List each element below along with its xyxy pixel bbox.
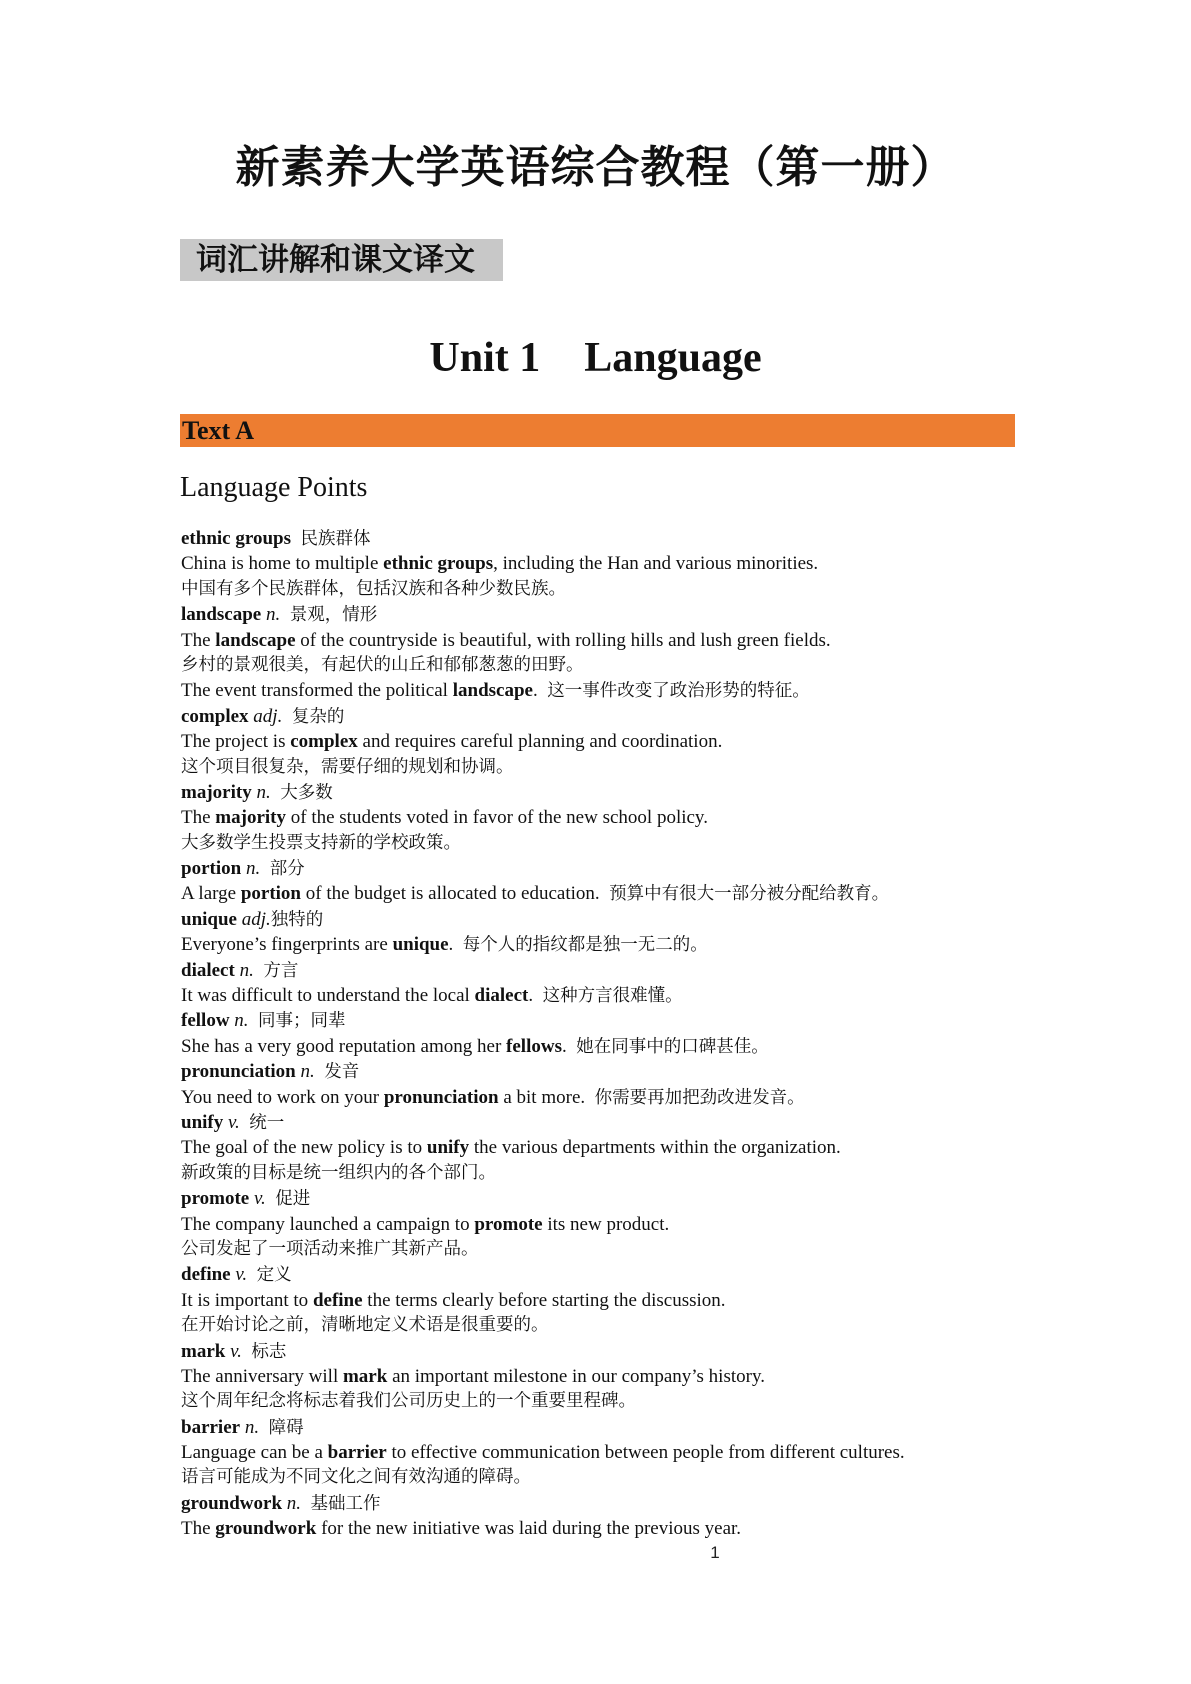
headword: landscape [181, 604, 262, 626]
part-of-speech: v. [230, 1340, 242, 1362]
entry-headword-line [181, 958, 1021, 983]
headword: groundwork [181, 1492, 283, 1514]
example-sentence: The landscape of the countryside is beautiful, with rolling hills and lush green fields. [181, 629, 831, 651]
example-translation: 中国有多个民族群体，包括汉族和各种少数民族。 [181, 578, 566, 599]
headword: barrier [181, 1416, 241, 1438]
entry-headword-line [181, 1059, 1021, 1084]
part-of-speech: n. [244, 1416, 260, 1438]
entry-headword-line [181, 1415, 1021, 1440]
headword: unify [181, 1111, 224, 1133]
example-keyword: landscape [452, 680, 533, 702]
example-keyword: fellows [506, 1035, 562, 1057]
part-of-speech: n. [245, 858, 261, 880]
example-keyword: dialect [474, 985, 529, 1007]
headword: define [181, 1264, 231, 1286]
headword-meaning: 民族群体 [300, 529, 371, 549]
book-title: 新素养大学英语综合教程（第一册） [235, 142, 956, 193]
headword: fellow [181, 1010, 230, 1032]
entry-headword-line [181, 856, 1021, 881]
entry-headword-line [181, 1008, 1021, 1033]
example-translation: 她在同事中的口碑甚佳。 [576, 1036, 769, 1057]
vocabulary-list [181, 526, 1021, 1542]
unit-number: Unit 1 [429, 335, 541, 381]
part-of-speech: n. [234, 1010, 249, 1032]
part-of-speech: v. [228, 1111, 240, 1133]
example-translation: 乡村的景观很美，有起伏的山丘和郁郁葱葱的田野。 [181, 654, 584, 675]
example-translation: 这个项目很复杂，需要仔细的规划和协调。 [181, 756, 514, 777]
language-points-heading: Language Points [180, 472, 368, 503]
example-sentence: The majority of the students voted in favor of the new school policy. [181, 807, 708, 829]
example-sentence: China is home to multiple ethnic groups, including the Han and various minorities. [181, 553, 819, 575]
headword-meaning: 方言 [263, 960, 299, 981]
example-keyword: landscape [215, 629, 296, 651]
entry-headword-line [181, 907, 1021, 932]
example-keyword: complex [290, 731, 358, 753]
headword: dialect [181, 959, 235, 981]
headword-meaning: 促进 [275, 1189, 311, 1210]
part-of-speech: adj. [253, 705, 283, 727]
entry-headword-line [181, 1339, 1021, 1364]
headword-meaning: 统一 [249, 1112, 285, 1133]
headword-meaning: 景观，情形 [289, 605, 378, 626]
part-of-speech: n. [286, 1492, 302, 1514]
headword: ethnic groups [181, 528, 291, 549]
part-of-speech: n. [256, 781, 271, 803]
example-keyword: promote [474, 1213, 543, 1235]
entry-headword-line [181, 602, 1021, 627]
part-of-speech: n. [239, 959, 254, 981]
example-sentence: The company launched a campaign to promote its new product. [181, 1213, 670, 1235]
example-keyword: pronunciation [383, 1086, 499, 1108]
example-sentence: A large portion of the budget is allocated to education. 预算中有很大一部分被分配给教育。 [181, 883, 890, 905]
headword: mark [181, 1340, 226, 1362]
entry-headword-line [181, 526, 1021, 551]
headword-meaning: 同事；同辈 [258, 1011, 346, 1032]
headword-meaning: 独特的 [270, 909, 324, 930]
headword-meaning: 复杂的 [291, 706, 345, 727]
entry-headword-line [181, 780, 1021, 805]
example-keyword: groundwork [215, 1518, 317, 1540]
section-label: 词汇讲解和课文译文 [180, 239, 503, 281]
example-sentence: Everyone’s fingerprints are unique. 每个人的指纹都是独一无二的。 [181, 934, 708, 956]
unit-title [0, 330, 1191, 386]
part-of-speech: v. [254, 1188, 266, 1210]
headword-meaning: 定义 [256, 1265, 292, 1286]
example-translation: 在开始讨论之前，清晰地定义术语是很重要的。 [181, 1315, 549, 1336]
entry-headword-line [181, 1262, 1021, 1287]
example-sentence: You need to work on your pronunciation a bit more. 你需要再加把劲改进发音。 [181, 1086, 805, 1108]
example-keyword: unique [392, 934, 449, 956]
entry-headword-line [181, 704, 1021, 729]
headword-meaning: 部分 [269, 859, 305, 880]
page-number: 1 [710, 1543, 720, 1562]
example-translation: 这种方言很难懂。 [542, 986, 683, 1007]
example-translation: 大多数学生投票支持新的学校政策。 [181, 832, 461, 853]
headword: pronunciation [181, 1061, 296, 1083]
part-of-speech: n. [266, 604, 281, 626]
example-sentence: It is important to define the terms clearly before starting the discussion. [181, 1289, 726, 1311]
example-translation: 这一事件改变了政治形势的特征。 [547, 681, 810, 702]
example-sentence: It was difficult to understand the local dialect. 这种方言很难懂。 [181, 985, 683, 1007]
headword-meaning: 大多数 [280, 782, 333, 803]
example-keyword: ethnic groups [383, 553, 494, 575]
example-keyword: unify [426, 1137, 470, 1159]
headword-meaning: 障碍 [268, 1417, 304, 1438]
example-translation: 你需要再加把劲改进发音。 [594, 1087, 805, 1108]
headword: portion [181, 858, 242, 880]
entry-headword-line [181, 1491, 1021, 1516]
example-keyword: define [312, 1289, 363, 1311]
part-of-speech: adj. [241, 908, 271, 930]
headword-meaning: 基础工作 [310, 1493, 381, 1514]
example-sentence: The anniversary will mark an important milestone in our company’s history. [181, 1365, 765, 1387]
example-keyword: portion [240, 883, 301, 905]
example-translation: 预算中有很大一部分被分配给教育。 [609, 884, 890, 905]
example-keyword: majority [215, 807, 286, 829]
example-sentence: She has a very good reputation among her fellows. 她在同事中的口碑甚佳。 [181, 1035, 769, 1057]
part-of-speech: n. [300, 1061, 315, 1083]
example-keyword: barrier [327, 1442, 387, 1464]
example-translation: 语言可能成为不同文化之间有效沟通的障碍。 [181, 1467, 531, 1488]
example-sentence: The event transformed the political landscape. 这一事件改变了政治形势的特征。 [181, 680, 810, 702]
headword: majority [181, 781, 252, 803]
headword: complex [181, 705, 249, 727]
example-translation: 这个周年纪念将标志着我们公司历史上的一个重要里程碑。 [181, 1391, 636, 1412]
example-sentence: The groundwork for the new initiative was laid during the previous year. [181, 1518, 742, 1540]
example-sentence: The goal of the new policy is to unify the various departments within the organization. [181, 1137, 841, 1159]
entry-headword-line [181, 1110, 1021, 1135]
unit-name: Language [584, 335, 762, 381]
example-sentence: Language can be a barrier to effective communication between people from different cultures. [181, 1442, 905, 1464]
part-of-speech: v. [235, 1264, 248, 1286]
headword: unique [181, 908, 237, 930]
example-translation: 新政策的目标是统一组织内的各个部门。 [181, 1162, 496, 1183]
example-translation: 每个人的指纹都是独一无二的。 [462, 935, 708, 956]
headword-meaning: 发音 [324, 1062, 360, 1083]
text-label-bar: Text A [180, 414, 1015, 447]
headword: promote [181, 1188, 250, 1210]
example-sentence: The project is complex and requires careful planning and coordination. [181, 731, 723, 753]
headword-meaning: 标志 [251, 1341, 287, 1362]
example-keyword: mark [342, 1365, 388, 1387]
entry-headword-line [181, 1186, 1021, 1211]
example-translation: 公司发起了一项活动来推广其新产品。 [181, 1238, 479, 1259]
